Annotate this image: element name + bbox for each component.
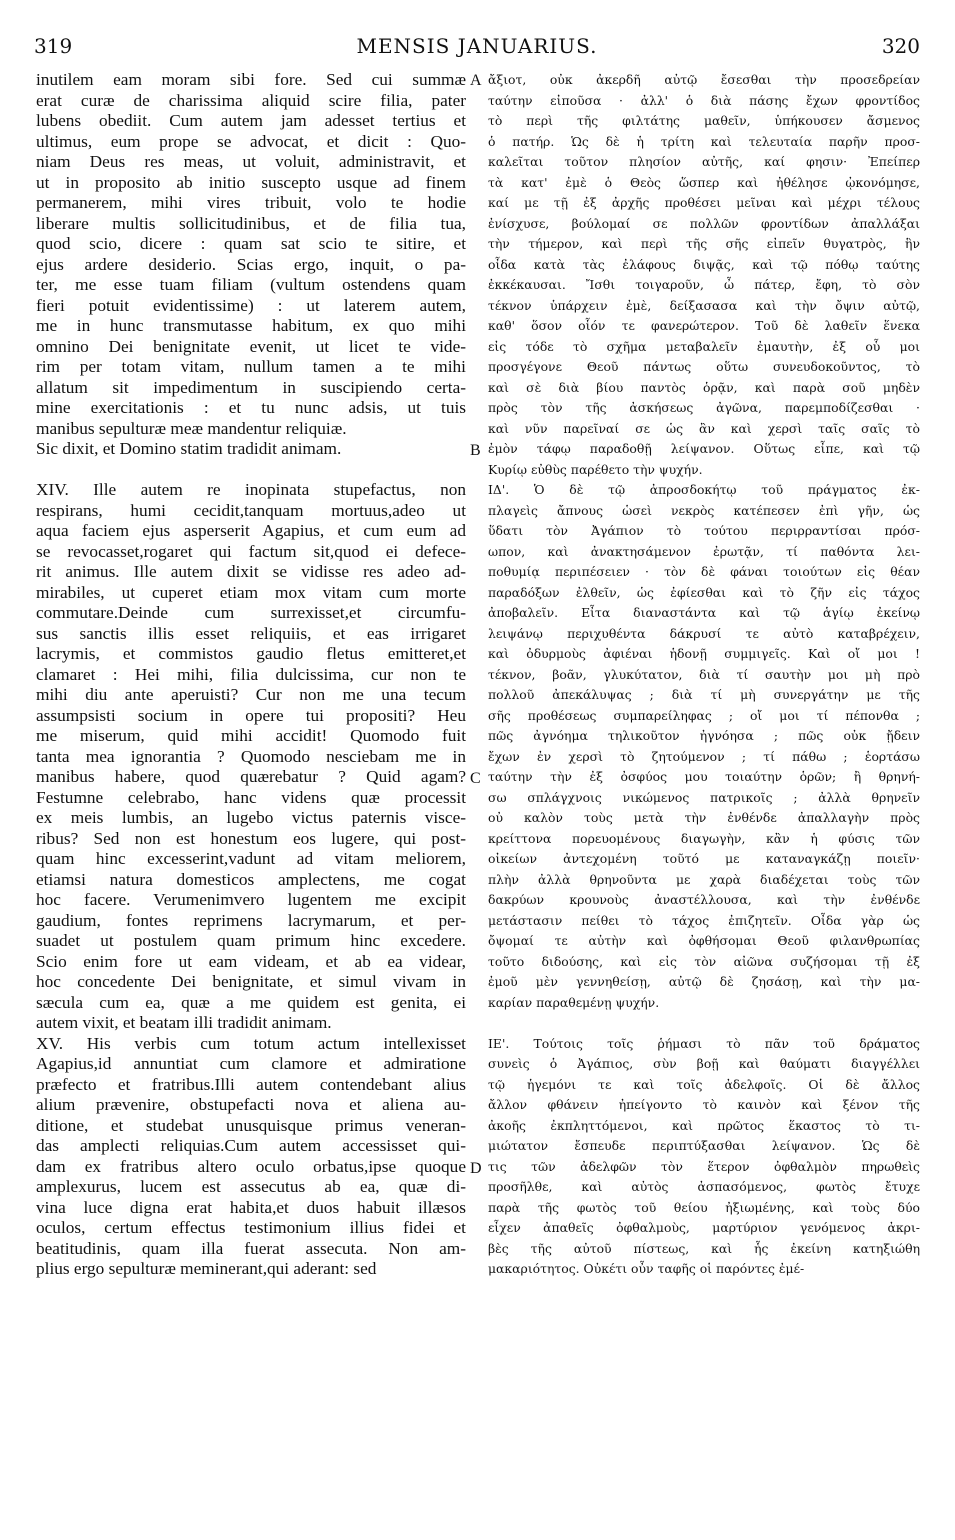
- latin-text-line: oculos, certum effectus testimonium illius fidei et: [36, 1218, 466, 1237]
- latin-text-line: quam hinc excesserint,vadunt ad vitam meliorem,: [36, 849, 466, 868]
- latin-text-line: commutare.Deinde cum surrexisset,et circumfu-: [36, 603, 466, 622]
- greek-text-line: πλαγεὶς ἄπνους ὡσεὶ νεκρὸς κατέπεσεν ἐπὶ γῆν, ὡς: [488, 502, 920, 518]
- latin-text-line: lubens obediit. Cum autem jam adesset tertius et: [36, 111, 466, 130]
- latin-text-line: fieri potuit evidentissime) : ut laterem autem,: [36, 295, 466, 315]
- margin-letter-b: B: [470, 442, 481, 459]
- greek-text-line: πῶς ἀγνόημα τηλικοῦτον ἠγνόησα ; πῶς οὐκ ᾔδειν: [488, 728, 920, 743]
- greek-text-line: καὶ ὀδυρμοὺς ἀφιέναι ἡδονῇ συμμιγεῖς. Καὶ οἴ μοι !: [488, 646, 920, 661]
- greek-text-line: ἀποβαλεῖν. Εἶτα διαναστάντα καὶ τῷ ἁγίῳ ἐκείνῳ: [488, 605, 920, 620]
- greek-text-line: ὕδατι τὸν Ἀγάπιον τὸ τούτου περιρραντίσαι πρόσ-: [488, 523, 920, 538]
- margin-letter-c: C: [470, 770, 481, 787]
- greek-text-line: κρείττονα πορευομένους διαγωγὴν, κἂν ἡ φύσις τῶν: [488, 830, 920, 846]
- latin-text-line: hoc facere. Verumenimvero lugentem me excipit: [36, 890, 466, 909]
- greek-text-line: εἶχεν ἀπαθεῖς ὀφθαλμοὺς, μαρτύριον γενόμενος ἀκρι-: [488, 1220, 920, 1235]
- greek-text-line: καλεῖται τοῦτον πλησίον αὐτῆς, καί φησιν· Ἐπείπερ: [488, 154, 920, 169]
- latin-text-line: quod scio, dicere : quam sat scio te sitire, et: [36, 234, 466, 253]
- latin-text-line: sus sanctis illis esset reliquiis, et eas irrigaret: [36, 623, 466, 643]
- latin-text-line: vina luce digna erat habita,et duos habuit illæsos: [36, 1197, 466, 1217]
- latin-text-line: Agapius,id annuntiat cum clamore et admiratione: [36, 1054, 466, 1073]
- latin-text-line: mirabiles, ut cuperet etiam mox vitam cum morte: [36, 582, 466, 602]
- greek-text-line: τῷ ἡγεμόνι τε καὶ τοῖς ἀδελφοῖς. Οἱ δὲ ἄλλος: [488, 1076, 920, 1092]
- latin-text-line: dam ex fratribus altero oculo orbatus,ipse quoque: [36, 1156, 466, 1176]
- latin-text-line: ultimus, eum prope se advocat, et dicit : Quo-: [36, 131, 466, 151]
- latin-text-line: mihi diu ante aperuisti? Cur non me una tecum: [36, 685, 466, 704]
- greek-text-line: ΙΔ'. Ὁ δὲ τῷ ἀπροσδοκήτῳ τοῦ πράγματος ἐκ-: [488, 482, 920, 497]
- latin-text-line: gaudium, fontes reprimens lacrymarum, et per-: [36, 910, 466, 930]
- latin-text-line: manibus habere, quod quærebatur ? Quid agam?: [36, 767, 466, 786]
- greek-text-line: ἐνίσχυσε, βούλομαί σε πολλῶν φροντίδων ἀπαλλάξαι: [488, 215, 920, 231]
- greek-text-line: ἐμὸν τάφῳ παραδοθῇ λείψανον. Οὕτως εἶπε, καὶ τῷ: [488, 441, 920, 456]
- margin-letter-a: A: [470, 72, 482, 89]
- latin-text-line: beatitudinis, quam illa fuerat assecuta. Non am-: [36, 1238, 466, 1258]
- greek-text-line: Κυρίῳ εὐθὺς παρέθετο τὴν ψυχήν.: [488, 461, 703, 477]
- latin-text-line: præfecto et fratribus.Illi autem contendebant alius: [36, 1074, 466, 1094]
- latin-text-line: autem vixit, et beatam illi tradidit animam.: [36, 1013, 332, 1032]
- latin-text-line: clamaret : Hei mihi, filia dulcissima, cur non te: [36, 664, 466, 684]
- greek-text-line: προσγέγονε Θεοῦ πάντως οὕτω συνευδοκοῦντος, τὸ: [488, 359, 920, 374]
- greek-text-line: τὸ περὶ τῆς φιλτάτης μαθεῖν, ὑπήκουσεν ἄσμενος: [488, 113, 920, 128]
- greek-text-line: οὐ καλὸν τοὺς μετὰ τὴν ἐνθένδε ἀπαλλαγὴν πρὸς: [488, 810, 920, 825]
- greek-text-line: εἰς τόδε τὸ σχῆμα μεταβαλεῖν ἐμαυτὴν, ἐξ οὗ μοι: [488, 338, 920, 354]
- greek-text-line: πλὴν ἀλλὰ θρηνοῦντα με χαρὰ διαδέχεται τοὺς τῶν: [488, 871, 920, 887]
- latin-text-line: erat curæ de charissima aliquid scire filia, pater: [36, 90, 466, 110]
- latin-text-line: ribus? Sed non est honestum eos lugere, qui post-: [36, 828, 466, 848]
- greek-text-line: καί με τῇ ἐξ ἀρχῆς προθέσει μεῖναι καὶ μέχρι τέλους: [488, 195, 920, 210]
- greek-text-line: ταύτην τὴν ἐξ ὀσφύος μου τοιαύτην ὁρῶν; ἢ θρηνή-: [488, 769, 920, 784]
- greek-text-line: καθ' ὅσον οἷόν τε φανερώτερον. Τοῦ δὲ λαθεῖν ἕνεκα: [488, 318, 920, 333]
- greek-text-line: τὴν τήμερον, καὶ περὶ τῆς σῆς εἰπεῖν θυγατρὸς, ἣν: [488, 236, 920, 251]
- greek-column: [488, 70, 920, 1280]
- page-number-right: 320: [881, 34, 920, 58]
- latin-text-line: ex meis lumbis, an lugebo victus paternis visce-: [36, 808, 466, 827]
- latin-text-line: ut in proposito ab initio suscepto usque ad finem: [36, 172, 466, 192]
- page-number-left: 319: [34, 34, 73, 58]
- latin-text-line: lacrymis, et commistos gaudio fletus emitteret,et: [36, 644, 466, 663]
- greek-text-line: σῆς προθέσεως συμπαρείληφας ; οἴ μοι τί πέπονθα ;: [488, 707, 920, 723]
- greek-text-line: ἄξιοτ, οὐκ ἀκερδῆ αὐτῷ ἔσεσθαι τὴν προσεδρείαν: [488, 72, 920, 87]
- greek-text-line: δακρύων κρουνοὺς ἀναστέλλουσα, καὶ τὴν ἐνθένδε: [488, 892, 920, 907]
- latin-text-line: liberare multis sollicitudinibus, et de filia tua,: [36, 213, 466, 233]
- running-header: [34, 34, 920, 64]
- latin-text-line: ditione, et studebat unusquisque primus veneran-: [36, 1115, 466, 1135]
- latin-text-line: hoc concedente Dei benignitate, et simul vivam in: [36, 972, 466, 991]
- greek-text-line: μακαριότητος. Οὐκέτι οὖν ταφῆς οἱ παρόντες ἐμέ-: [488, 1261, 805, 1276]
- greek-text-line: λειψάνῳ περιχυθέντα δάκρυσί τε αὐτὸ καταβρέχειν,: [488, 625, 920, 641]
- running-title: MENSIS JANUARIUS.: [356, 34, 598, 58]
- latin-text-line: ejus ardere desiderio. Scias ergo, inquit, o pa-: [36, 254, 466, 274]
- latin-text-line: respirans, humi cecidit,tanquam mortuus,adeo ut: [36, 500, 466, 520]
- latin-text-line: amplexurus, lucem est assecutus ab ea, quæ di-: [36, 1177, 466, 1196]
- latin-text-line: etiamsi natura domesticos amplectens, me cogat: [36, 869, 466, 889]
- greek-text-line: οἰκείων ἀντεχομένη τοῦτό με καταναγκάζῃ ποιεῖν·: [488, 851, 920, 866]
- greek-text-line: προσῆλθε, καὶ αὐτὸς ἀσπασόμενος, φωτὸς ἔτυχε: [488, 1179, 920, 1194]
- latin-text-line: rim per totam vitam, nullum tamen a te mihi: [36, 357, 466, 376]
- greek-text-line: ωπον, καὶ ἀνακτησάμενον ἐρωτᾷν, τί παθόντα λει-: [488, 543, 920, 559]
- greek-text-line: μετάστασιν πείθει τὸ τάχος ἐπιζητεῖν. Οἶδα γὰρ ὡς: [488, 912, 920, 928]
- latin-text-line: plius ergo sepulturæ meminerant,qui aderant: sed: [36, 1259, 377, 1278]
- latin-text-line: [36, 460, 466, 481]
- greek-text-line: βὲς τῆς αὐτοῦ πίστεως, καὶ ἧς ἐκείνη κατηξιώθη: [488, 1240, 920, 1256]
- greek-text-line: ἐμοῦ μὲν γεννηθείσῃ, αὐτῷ δὲ ζησάσῃ, καὶ τὴν μα-: [488, 974, 920, 989]
- latin-text-line: me miserum, quid mihi accidit! Quomodo fuit: [36, 726, 466, 745]
- greek-text-line: ταύτην εἰποῦσα · ἀλλ' ὁ διὰ πάσης ἔχων φροντίδος: [488, 92, 920, 108]
- margin-letter-d: D: [470, 1160, 482, 1177]
- greek-text-line: ἔχων ἐν χερσὶ τὸ ζητούμενον ; τί πάθω ; ἑορτάσω: [488, 748, 920, 764]
- greek-text-line: μιώτατον ἔσπευδε περιπτύξασθαι λείψανον. Ὡς δὲ: [488, 1138, 920, 1153]
- latin-text-line: suadet ut postulem quam primum hinc excedere.: [36, 931, 466, 950]
- greek-text-line: τις τῶν ἀδελφῶν τὸν ἕτερον ὀφθαλμὸν πηρωθεὶς: [488, 1158, 920, 1174]
- greek-text-line: ἀκοῆς ἐκπληττόμενοι, καὶ πρῶτος ἕκαστος τὸ τι-: [488, 1117, 920, 1133]
- greek-text-line: καὶ σὲ διὰ βίου παντὸς ὁρᾷν, καὶ παρὰ σοῦ μηδὲν: [488, 379, 920, 395]
- greek-text-line: [488, 1013, 920, 1034]
- latin-text-line: permanerem, mihi vires tribuit, volo te hodie: [36, 193, 466, 212]
- greek-text-line: τοῦτο διδούσης, καὶ εἰς τὸν αἰῶνα συζήσομαι τῇ ἐξ: [488, 953, 920, 969]
- latin-text-line: omnino Dei benignitate evenit, ut licet te vide-: [36, 336, 466, 356]
- greek-text-line: τέκνον, βοᾶν, γλυκύτατον, διὰ τί σαυτὴν μοι μὴ πρὸ: [488, 666, 920, 682]
- greek-text-line: συνεὶς ὁ Ἀγάπιος, σὺν βοῇ καὶ θαύματι διαγγέλλει: [488, 1056, 920, 1071]
- latin-text-line: se revocasset,rogaret qui factum sit,quod ei defece-: [36, 541, 466, 561]
- greek-text-line: πολλοῦ ἀπεκάλυψας ; διὰ τί μὴ συνεργάτην με τῆς: [488, 687, 920, 702]
- latin-text-line: das amplecti reliquias.Cum autem accessisset qui-: [36, 1136, 466, 1155]
- greek-text-line: παρὰ τῆς φωτὸς τοῦ θείου ἠξιωμένης, καὶ τοὺς δύο: [488, 1199, 920, 1215]
- greek-text-line: σω σπλάγχνοις νικώμενος πατρικοῖς ; ἀλλὰ θρηνεῖν: [488, 789, 920, 805]
- latin-text-line: XV. His verbis cum totum actum intellexisset: [36, 1033, 466, 1053]
- greek-text-line: ὁ πατήρ. Ὡς δὲ ἡ τρίτη καὶ τελευταία παρῆν προσ-: [488, 133, 920, 149]
- latin-text-line: aqua faciem ejus asperserit Agapius, et cum eum ad: [36, 521, 466, 540]
- latin-text-line: rit animus. Ille autem dixit se vidisse res adeo ad-: [36, 562, 466, 581]
- latin-text-line: ter, me esse tuam filiam (vultum ostendens quam: [36, 275, 466, 294]
- latin-text-line: inutilem eam moram sibi fore. Sed cui summæ: [36, 70, 466, 89]
- greek-text-line: καὶ νῦν παρεῖναί σε ὡς ἂν καὶ χερσὶ ταῖς σαῖς τὸ: [488, 420, 920, 436]
- latin-text-line: Festumne celebrabo, hanc videns quæ processit: [36, 787, 466, 807]
- latin-text-line: alium prævenire, obstupefacti nova et aliena au-: [36, 1095, 466, 1114]
- latin-text-line: tanta mea ignorantia ? Quomodo nesciebam me in: [36, 746, 466, 766]
- greek-text-line: πρὸς τὸν τῆς ἀσκήσεως ἀγῶνα, παρεμποδίζεσθαι ·: [488, 400, 920, 415]
- latin-text-line: manibus sepulturæ meæ mandentur reliquiæ.: [36, 418, 347, 438]
- latin-text-line: sæcula cum ea, quæ a me quidem est genita, ei: [36, 992, 466, 1012]
- latin-text-line: allatum sit impedimentum in suscipiendo certa-: [36, 377, 466, 397]
- greek-text-line: παραδόξων ἐλθεῖν, ὡς ἐφίεσθαι καὶ τὸ ζῆν εἰς τάχος: [488, 584, 920, 600]
- latin-text-line: Sic dixit, et Domino statim tradidit animam.: [36, 439, 342, 458]
- greek-text-line: τέκνον ὑπάρχειν ἐμὲ, δείξασασα καὶ τὴν ὄψιν αὐτῷ,: [488, 297, 920, 313]
- latin-column: [36, 70, 466, 1280]
- greek-text-line: ὄψομαί τε αὐτὴν καὶ ὀφθήσομαι Θεοῦ φιλανθρωπίας: [488, 933, 920, 948]
- greek-text-line: ποθυμίᾳ περιπέσειεν · τὸν δὲ φάναι τοιούτων εἰς θέαν: [488, 564, 920, 579]
- latin-text-line: assumpsisti socium in opere tui propositi? Heu: [36, 705, 466, 725]
- greek-text-line: ἄλλον φθάνειν ἠπείγοντο τὸ καινὸν καὶ ξένον τῆς: [488, 1097, 920, 1112]
- greek-text-line: τὰ κατ' ἐμὲ ὁ Θεὸς ὥσπερ καὶ ἠθέλησε ᾠκονόμησε,: [488, 174, 920, 190]
- latin-text-line: me in hunc transmutasse habitum, ex quo mihi: [36, 316, 466, 335]
- greek-text-line: ἐκκέκαυσαι. Ἴσθι τοιγαροῦν, ὦ πάτερ, ἔφη, τὸ σὸν: [488, 277, 920, 292]
- latin-text-line: XIV. Ille autem re inopinata stupefactus, non: [36, 480, 466, 499]
- latin-text-line: mine exercitationis : et tu nunc adsis, ut tuis: [36, 398, 466, 417]
- latin-text-line: niam Deus res meas, ut voluit, administravit, et: [36, 152, 466, 171]
- greek-text-line: ΙΕ'. Τούτοις τοῖς ῥήμασι τὸ πᾶν τοῦ δράματος: [488, 1035, 920, 1051]
- greek-text-line: καρίαν παραθεμένῃ ψυχήν.: [488, 994, 660, 1010]
- latin-text-line: Scio enim fore ut eam videam, et ab ea videar,: [36, 951, 466, 971]
- greek-text-line: οἶδα κατὰ τὰς ἐλάφους διψᾷς, καὶ τῷ πόθῳ ταύτης: [488, 256, 920, 272]
